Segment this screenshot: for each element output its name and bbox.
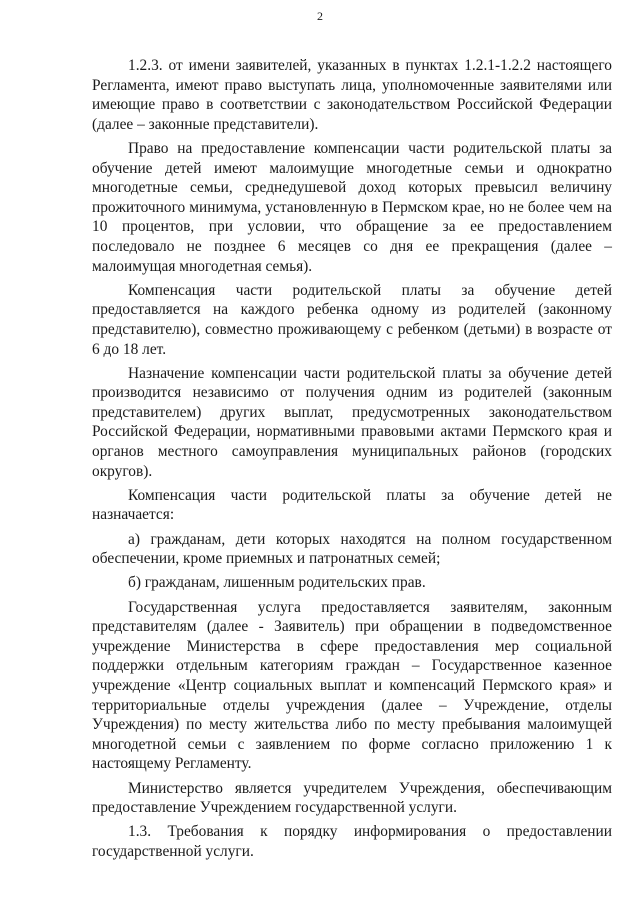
- paragraph-ministry-founder: Министерство является учредителем Учреждения, обеспечивающим предоставление Учреждением государственной услуги.: [92, 779, 612, 817]
- paragraph-item-a: а) гражданам, дети которых находятся на полном государственном обеспечении, кроме приемных и патронатных семей;: [92, 530, 612, 568]
- page-number: 2: [317, 9, 323, 23]
- body-text: [92, 56, 612, 866]
- paragraph-compensation-per-child: Компенсация части родительской платы за обучение детей предоставляется на каждого ребенка одному из родителей (законному представителю), совместно проживающему с ребенком (детьми) в возрасте от 6 до 18 лет.: [92, 281, 612, 358]
- paragraph-right-to-compensation: Право на предоставление компенсации части родительской платы за обучение детей имеют малоимущие многодетные семьи и однократно многодетные семьи, среднедушевой доход которых превысил величину прожиточного минимума, установленную в Пермском крае, но не более чем на 10 процентов, при условии, что обращение за ее предоставлением последовало не позднее 6 месяцев со дня ее прекращения (далее – малоимущая многодетная семья).: [92, 139, 612, 275]
- paragraph-item-b: б) гражданам, лишенным родительских прав.: [128, 574, 426, 592]
- paragraph-1-3: 1.3. Требования к порядку информирования о предоставлении государственной услуги.: [92, 823, 612, 860]
- paragraph-1-2-3: 1.2.3. от имени заявителей, указанных в пунктах 1.2.1-1.2.2 настоящего Регламента, имеют право выступать лица, уполномоченные заявителями или имеющие право в соответствии с законодательством Российской Федерации (далее – законные представители).: [92, 57, 612, 133]
- paragraph-service-provision: Государственная услуга предоставляется заявителям, законным представителям (далее - Заявитель) при обращении в подведомственное учреждение Министерства в сфере предоставления мер социальной поддержки отдельным категориям граждан – Государственное казенное учреждение «Центр социальных выплат и компенсаций Пермского края» и территориальные отделы учреждения (далее – Учреждение, отделы Учреждения) по месту жительства либо по месту пребывания малоимущей многодетной семьи с заявлением по форме согласно приложению 1 к настоящему Регламенту.: [92, 598, 612, 773]
- paragraph-not-assigned: Компенсация части родительской платы за обучение детей не назначается:: [92, 486, 612, 524]
- paragraph-independence-of-other-payments: Назначение компенсации части родительской платы за обучение детей производится независимо от получения одним из родителей (законным представителем) других выплат, предусмотренных законодательством Российской Федерации, нормативными правовыми актами Пермского края и органов местного самоуправления муниципальных районов (городских округов).: [92, 364, 612, 480]
